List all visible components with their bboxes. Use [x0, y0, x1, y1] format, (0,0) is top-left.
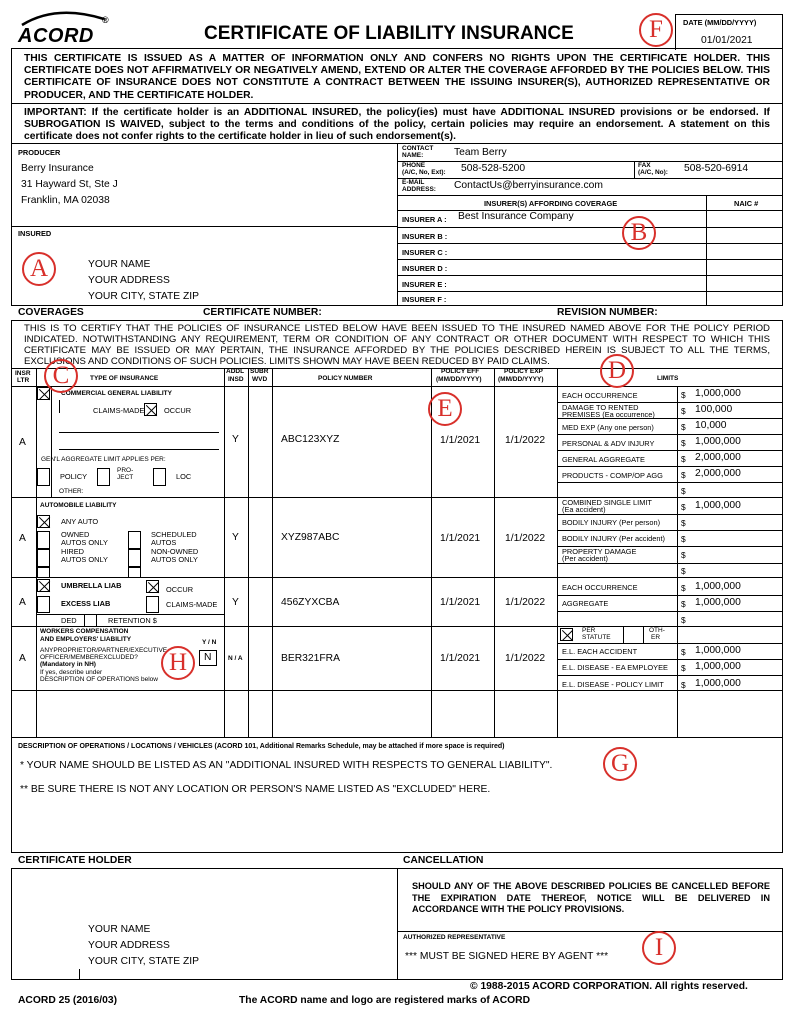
acord-logo: [16, 10, 112, 46]
per-statute-label-1: PER: [582, 627, 596, 634]
occur-checkbox[interactable]: [144, 403, 157, 416]
umbrella-policy-exp[interactable]: 1/1/2022: [505, 597, 546, 608]
coverage-table: [11, 320, 783, 853]
nonowned-label-2: AUTOS ONLY: [151, 555, 198, 564]
umbrella-addl-insd[interactable]: Y: [232, 597, 239, 608]
currency-sign: $: [681, 680, 686, 690]
umbrella-limit-value-1[interactable]: 1,000,000: [695, 581, 741, 592]
fax-label-1: FAX: [638, 162, 651, 169]
description-below-label: DESCRIPTION OF OPERATIONS below: [40, 676, 158, 683]
any-auto-label: ANY AUTO: [61, 517, 99, 526]
policy-exp-label-1: POLICY EXP: [504, 368, 543, 375]
date-value[interactable]: 01/01/2021: [701, 35, 753, 46]
email-label-1: E-MAIL: [402, 179, 425, 186]
contact-phone[interactable]: 508-528-5200: [461, 163, 526, 174]
commercial-gl-label: COMMERCIAL GENERAL LIABILITY: [61, 390, 172, 397]
insurer-e-label: INSURER E :: [402, 280, 447, 289]
holder-line-2[interactable]: YOUR ADDRESS: [88, 940, 170, 951]
wc-insurer-letter[interactable]: A: [19, 653, 26, 664]
date-label: DATE (MM/DD/YYYY): [683, 18, 757, 27]
certificate-number-label: CERTIFICATE NUMBER:: [203, 307, 322, 318]
workers-comp-label-1: WORKERS COMPENSATION: [40, 628, 129, 635]
owned-label-2: AUTOS ONLY: [61, 538, 108, 547]
logo-registered-mark: ®: [102, 15, 109, 25]
currency-sign: $: [681, 599, 686, 609]
wc-excluded-answer[interactable]: N: [204, 652, 212, 663]
excess-liab-label: EXCESS LIAB: [61, 599, 111, 608]
loc-label: LOC: [176, 472, 192, 481]
auto-blank-checkbox-2[interactable]: [128, 567, 141, 577]
insurers-header: INSURER(S) AFFORDING COVERAGE: [484, 199, 618, 208]
gl-limit-value-1[interactable]: 1,000,000: [695, 388, 741, 399]
certificate-holder-label: CERTIFICATE HOLDER: [18, 855, 132, 866]
umbrella-occur-label: OCCUR: [166, 585, 194, 594]
wc-addl-na: N / A: [228, 655, 243, 662]
important-notice: IMPORTANT: If the certificate holder is an ADDITIONAL INSURED, the policy(ies) must have ADDITIONAL INSURED provisions or be endorsed. If SUBROGATION IS WAIVED, subject to the terms and conditions of the policy, certain policies may require an endorsement. A statement on this certificate does not confer rights to the certificate holder in lieu of such endorsement(s).: [24, 107, 770, 143]
subr-wvd-label-1: SUBR: [250, 368, 269, 375]
currency-sign: $: [681, 422, 686, 432]
wc-limit-label-2: E.L. DISEASE - EA EMPLOYEE: [562, 663, 668, 672]
gl-limit-value-4[interactable]: 1,000,000: [695, 436, 741, 447]
cancellation-label: CANCELLATION: [403, 855, 484, 866]
any-proprietor-label-1: ANYPROPRIETOR/PARTNER/EXECUTIVE: [40, 647, 168, 654]
gl-limit-label-1: EACH OCCURRENCE: [562, 391, 638, 400]
auto-insurer-letter[interactable]: A: [19, 533, 26, 544]
gl-limit-label-3: MED EXP (Any one person): [562, 423, 654, 432]
gl-limit-label-2b: PREMISES (Ea occurrence): [562, 410, 655, 419]
logo-text: ACORD: [18, 25, 94, 47]
umbrella-limit-label-2: AGGREGATE: [562, 599, 609, 608]
any-proprietor-label-2: OFFICER/MEMBEREXCLUDED?: [40, 654, 138, 661]
wc-limit-value-3[interactable]: 1,000,000: [695, 678, 741, 689]
contact-name-label-2: NAME:: [402, 152, 424, 159]
currency-sign: $: [681, 566, 686, 576]
addl-insd-label-1: ADDL: [226, 368, 245, 375]
any-auto-checkbox[interactable]: [37, 515, 50, 528]
gl-limit-label-2a: DAMAGE TO RENTED: [562, 403, 639, 412]
insurer-c-label: INSURER C :: [402, 248, 448, 257]
hired-label-2: AUTOS ONLY: [61, 555, 108, 564]
gl-addl-insd[interactable]: Y: [232, 434, 239, 445]
producer-name[interactable]: Berry Insurance: [21, 163, 94, 174]
umbrella-claims-made-label: CLAIMS-MADE: [166, 600, 218, 609]
policy-checkbox[interactable]: [37, 468, 50, 486]
phone-label-1: PHONE: [402, 162, 426, 169]
wc-policy-eff[interactable]: 1/1/2021: [440, 653, 481, 664]
type-of-insurance-header: TYPE OF INSURANCE: [90, 375, 159, 382]
project-label-1: PRO-: [117, 467, 134, 474]
producer-label: PRODUCER: [18, 148, 61, 157]
authorized-rep-label: AUTHORIZED REPRESENTATIVE: [403, 934, 506, 941]
hired-autos-checkbox[interactable]: [37, 549, 50, 567]
other-er-label-2: ER: [651, 634, 661, 641]
other-er-label-1: OTH-: [649, 627, 665, 634]
gl-limit-value-6[interactable]: 2,000,000: [695, 468, 741, 479]
auto-limit-label-4a: PROPERTY DAMAGE: [562, 547, 637, 556]
project-label-2: JECT: [117, 474, 134, 481]
auto-liability-label: AUTOMOBILE LIABILITY: [40, 502, 117, 509]
insurer-b-label: INSURER B :: [402, 232, 448, 241]
insured-label: INSURED: [18, 229, 52, 238]
annotation-marker-b: B: [622, 216, 656, 250]
wc-policy-number[interactable]: BER321FRA: [281, 653, 340, 664]
other-label: OTHER:: [59, 488, 84, 495]
policy-number-header: POLICY NUMBER: [318, 375, 373, 382]
holder-line-3[interactable]: YOUR CITY, STATE ZIP: [88, 956, 199, 967]
umbrella-occur-checkbox[interactable]: [146, 580, 159, 593]
currency-sign: $: [681, 438, 686, 448]
wc-limit-label-1: E.L. EACH ACCIDENT: [562, 647, 638, 656]
insured-line-1[interactable]: YOUR NAME: [88, 259, 151, 270]
contact-name[interactable]: Team Berry: [454, 147, 507, 158]
contact-name-label-1: CONTACT: [402, 145, 434, 152]
per-statute-checkbox[interactable]: [560, 628, 573, 641]
policy-eff-label-1: POLICY EFF: [441, 368, 480, 375]
gl-limit-label-5: GENERAL AGGREGATE: [562, 455, 645, 464]
auto-limit-label-2: BODILY INJURY (Per person): [562, 518, 661, 527]
umbrella-policy-number[interactable]: 456ZYXCBA: [281, 597, 340, 608]
umbrella-insurer-letter[interactable]: A: [19, 597, 26, 608]
annotation-marker-c: C: [44, 359, 78, 393]
currency-sign: $: [681, 663, 686, 673]
gl-limit-value-3[interactable]: 10,000: [695, 420, 727, 431]
umbrella-limit-label-1: EACH OCCURRENCE: [562, 583, 638, 592]
producer-address-2[interactable]: Franklin, MA 02038: [21, 195, 110, 206]
umbrella-claims-made-checkbox[interactable]: [146, 596, 159, 613]
yes-no-label: Y / N: [202, 639, 217, 646]
umbrella-liab-label: UMBRELLA LIAB: [61, 581, 122, 590]
insurer-a-name[interactable]: Best Insurance Company: [458, 211, 574, 222]
workers-comp-label-2: AND EMPLOYERS' LIABILITY: [40, 636, 132, 643]
phone-label-2: (A/C, No, Ext):: [402, 169, 446, 176]
auto-addl-insd[interactable]: Y: [232, 532, 239, 543]
fax-label-2: (A/C, No):: [638, 169, 668, 176]
gl-limit-label-4: PERSONAL & ADV INJURY: [562, 439, 655, 448]
scheduled-autos-checkbox[interactable]: [128, 531, 141, 549]
mandatory-nh-label: (Mandatory in NH): [40, 661, 96, 668]
currency-sign: $: [681, 615, 686, 625]
occur-label: OCCUR: [164, 406, 192, 415]
description-label: DESCRIPTION OF OPERATIONS / LOCATIONS / VEHICLES (ACORD 101, Additional Remarks Schedule, may be attached if more space is required): [18, 743, 505, 750]
holder-line-1[interactable]: YOUR NAME: [88, 924, 151, 935]
retention-label: RETENTION $: [108, 616, 157, 625]
excess-liab-checkbox[interactable]: [37, 596, 50, 613]
annotation-marker-i: I: [642, 931, 676, 965]
gl-policy-exp[interactable]: 1/1/2022: [505, 435, 546, 446]
trademark-notice: The ACORD name and logo are registered marks of ACORD: [239, 995, 531, 1006]
gl-limit-value-2[interactable]: 100,000: [695, 404, 733, 415]
insurer-a-label: INSURER A :: [402, 215, 447, 224]
auto-policy-eff[interactable]: 1/1/2021: [440, 533, 481, 544]
commercial-gl-checkbox[interactable]: [37, 387, 50, 400]
gl-policy-eff[interactable]: 1/1/2021: [440, 435, 481, 446]
insr-ltr-label-2: LTR: [17, 377, 30, 384]
umbrella-liab-checkbox[interactable]: [37, 579, 50, 592]
gen-agg-applies-label: GEN'L AGGREGATE LIMIT APPLIES PER:: [41, 456, 166, 463]
description-line-2[interactable]: ** BE SURE THERE IS NOT ANY LOCATION OR PERSON'S NAME LISTED AS "EXCLUDED" HERE.: [20, 784, 491, 795]
currency-sign: $: [681, 502, 686, 512]
auto-limit-label-1b: (Ea accident): [562, 505, 606, 514]
gl-limit-label-6: PRODUCTS - COMP/OP AGG: [562, 471, 663, 480]
naic-label: NAIC #: [734, 199, 759, 208]
form-number: ACORD 25 (2016/03): [18, 995, 118, 1006]
coverages-label: COVERAGES: [18, 307, 84, 318]
email-label-2: ADDRESS:: [402, 186, 436, 193]
claims-made-label: CLAIMS-MADE: [93, 406, 145, 415]
per-statute-label-2: STATUTE: [582, 634, 611, 641]
auto-policy-exp[interactable]: 1/1/2022: [505, 533, 546, 544]
owned-label-1: OWNED: [61, 530, 90, 539]
auto-limit-label-1a: COMBINED SINGLE LIMIT: [562, 498, 652, 507]
wc-limit-value-1[interactable]: 1,000,000: [695, 645, 741, 656]
annotation-marker-e: E: [428, 392, 462, 426]
insurer-f-label: INSURER F :: [402, 295, 447, 304]
page-title: CERTIFICATE OF LIABILITY INSURANCE: [204, 23, 574, 44]
nonowned-label-1: NON-OWNED: [151, 547, 199, 556]
policy-label: POLICY: [60, 472, 88, 481]
insured-line-3[interactable]: YOUR CITY, STATE ZIP: [88, 291, 199, 302]
owned-autos-checkbox[interactable]: [37, 531, 50, 549]
loc-checkbox[interactable]: [153, 468, 166, 486]
wc-policy-exp[interactable]: 1/1/2022: [505, 653, 546, 664]
policy-eff-label-2: (MM/DD/YYYY): [436, 376, 482, 383]
scheduled-label-2: AUTOS: [151, 538, 177, 547]
wc-limit-label-3: E.L. DISEASE - POLICY LIMIT: [562, 680, 664, 689]
contact-email[interactable]: ContactUs@berryinsurance.com: [454, 180, 603, 191]
limits-header: LIMITS: [657, 375, 679, 382]
addl-insd-label-2: INSD: [228, 376, 244, 383]
copyright-notice: © 1988-2015 ACORD CORPORATION. All rights reserved.: [470, 981, 748, 992]
authorized-rep-value[interactable]: *** MUST BE SIGNED HERE BY AGENT ***: [405, 951, 609, 962]
currency-sign: $: [681, 647, 686, 657]
currency-sign: $: [681, 550, 686, 560]
revision-number-label: REVISION NUMBER:: [557, 307, 658, 318]
currency-sign: $: [681, 406, 686, 416]
currency-sign: $: [681, 454, 686, 464]
insured-line-2[interactable]: YOUR ADDRESS: [88, 275, 170, 286]
if-yes-label: If yes, describe under: [40, 669, 103, 676]
gl-insurer-letter[interactable]: A: [19, 437, 26, 448]
nonowned-autos-checkbox[interactable]: [128, 549, 141, 567]
cancellation-text: SHOULD ANY OF THE ABOVE DESCRIBED POLICIES BE CANCELLED BEFORE THE EXPIRATION DATE THEREOF, NOTICE WILL BE DELIVERED IN ACCORDANCE WITH THE POLICY PROVISIONS.: [412, 881, 770, 914]
currency-sign: $: [681, 390, 686, 400]
insurer-d-label: INSURER D :: [402, 264, 448, 273]
auto-limit-label-3: BODILY INJURY (Per accident): [562, 534, 665, 543]
umbrella-limit-value-2[interactable]: 1,000,000: [695, 597, 741, 608]
auto-policy-number[interactable]: XYZ987ABC: [281, 532, 340, 543]
contact-fax[interactable]: 508-520-6914: [684, 163, 749, 174]
hired-label-1: HIRED: [61, 547, 84, 556]
scheduled-label-1: SCHEDULED: [151, 530, 197, 539]
auto-limit-value-1[interactable]: 1,000,000: [695, 500, 741, 511]
auto-blank-checkbox[interactable]: [37, 567, 50, 577]
annotation-marker-a: A: [22, 252, 56, 286]
policy-exp-label-2: (MM/DD/YYYY): [498, 376, 544, 383]
auto-limit-label-4b: (Per accident): [562, 554, 609, 563]
insr-ltr-label-1: INSR: [15, 370, 31, 377]
currency-sign: $: [681, 583, 686, 593]
wc-limit-value-2[interactable]: 1,000,000: [695, 661, 741, 672]
annotation-marker-d: D: [600, 354, 634, 388]
project-checkbox[interactable]: [97, 468, 110, 486]
description-line-1[interactable]: * YOUR NAME SHOULD BE LISTED AS AN "ADDITIONAL INSURED WITH RESPECTS TO GENERAL LIABILITY".: [20, 760, 553, 771]
umbrella-policy-eff[interactable]: 1/1/2021: [440, 597, 481, 608]
certify-text: THIS IS TO CERTIFY THAT THE POLICIES OF INSURANCE LISTED BELOW HAVE BEEN ISSUED TO THE INSURED NAMED ABOVE FOR THE POLICY PERIOD INDICATED. NOTWITHSTANDING ANY REQUIREMENT, TERM OR CONDITION OF ANY CONTRACT OR OTHER DOCUMENT WITH RESPECT TO WHICH THIS CERTIFICATE MAY BE ISSUED OR MAY PERTAIN, THE INSURANCE AFFORDED BY THE POLICIES DESCRIBED HEREIN IS SUBJECT TO ALL THE TERMS, EXCLUSIONS AND CONDITIONS OF SUCH POLICIES. LIMITS SHOWN MAY HAVE BEEN REDUCED BY PAID CLAIMS.: [24, 323, 770, 367]
annotation-marker-h: H: [161, 646, 195, 680]
annotation-marker-g: G: [603, 747, 637, 781]
currency-sign: $: [681, 470, 686, 480]
ded-label: DED: [61, 616, 77, 625]
gl-policy-number[interactable]: ABC123XYZ: [281, 434, 340, 445]
subr-wvd-label-2: WVD: [252, 376, 268, 383]
annotation-marker-f: F: [639, 13, 673, 47]
currency-sign: $: [681, 486, 686, 496]
currency-sign: $: [681, 518, 686, 528]
issued-notice: THIS CERTIFICATE IS ISSUED AS A MATTER OF INFORMATION ONLY AND CONFERS NO RIGHTS UPON THE CERTIFICATE HOLDER. THIS CERTIFICATE DOES NOT AFFIRMATIVELY OR NEGATIVELY AMEND, EXTEND OR ALTER THE COVERAGE AFFORDED BY THE POLICIES BELOW. THIS CERTIFICATE OF INSURANCE DOES NOT CONSTITUTE A CONTRACT BETWEEN THE ISSUING INSURER(S), AUTHORIZED REPRESENTATIVE OR PRODUCER, AND THE CERTIFICATE HOLDER.: [24, 53, 770, 101]
gl-limit-value-5[interactable]: 2,000,000: [695, 452, 741, 463]
currency-sign: $: [681, 534, 686, 544]
producer-address-1[interactable]: 31 Hayward St, Ste J: [21, 179, 118, 190]
